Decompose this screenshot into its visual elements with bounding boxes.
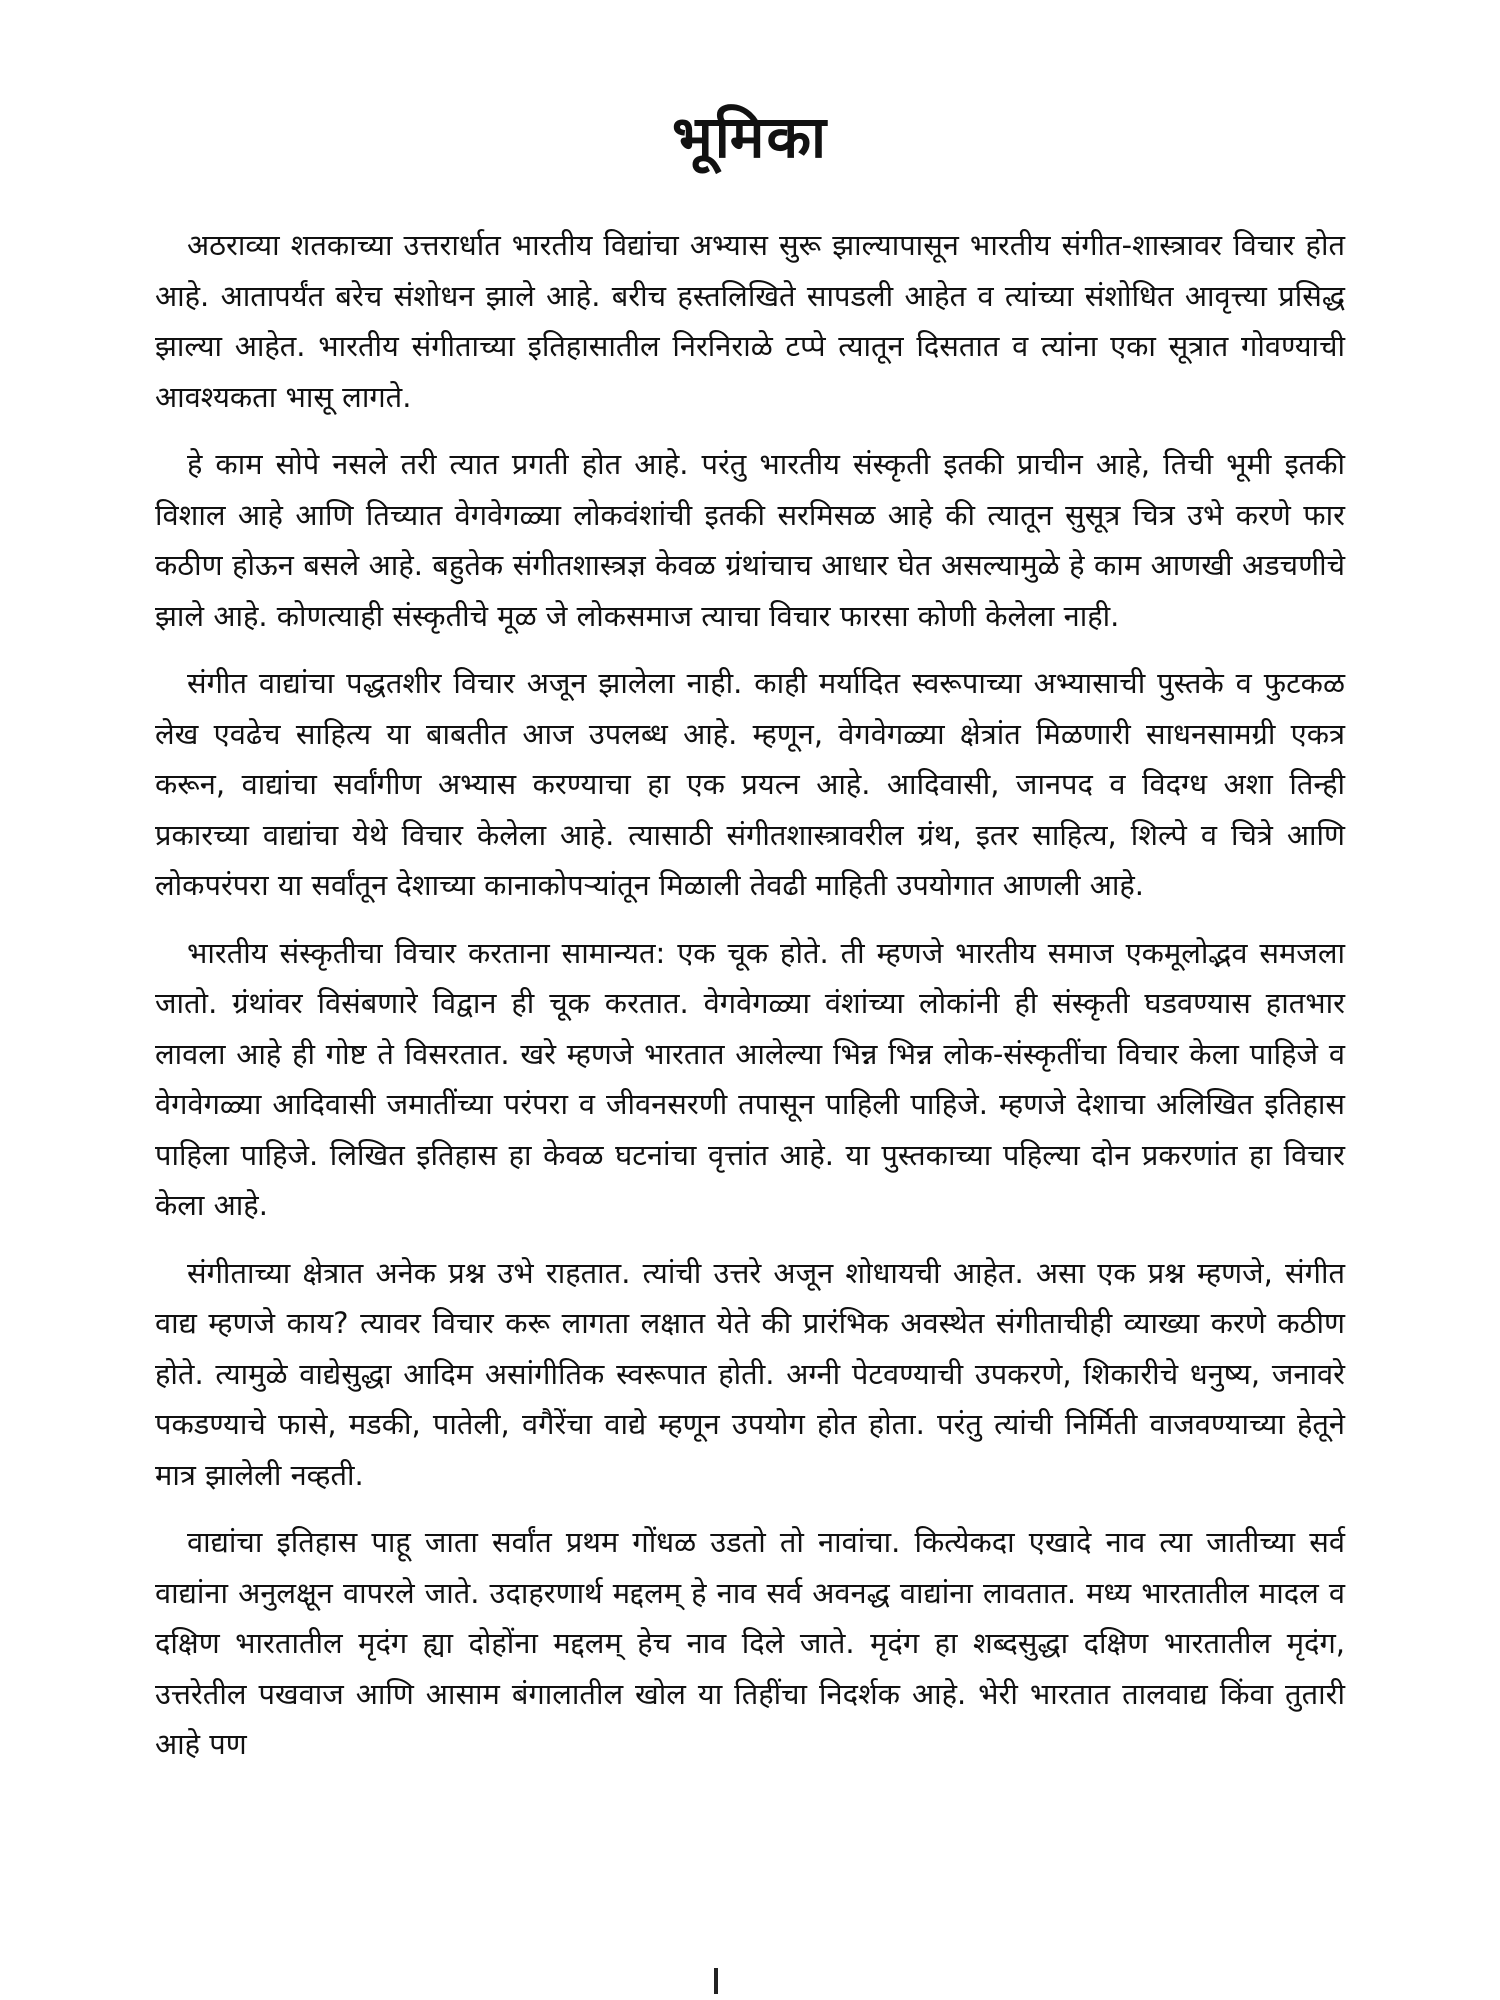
paragraph-2: हे काम सोपे नसले तरी त्यात प्रगती होत आहे. परंतु भारतीय संस्कृती इतकी प्राचीन आहे, तिची भूमी इतकी विशाल आहे आणि तिच्यात वेगवेगळ्या लोकवंशांची इतकी सरमिसळ आहे की त्यातून सुसूत्र चित्र उभे करणे फार कठीण होऊन बसले आहे. बहुतेक संगीतशास्त्रज्ञ केवळ ग्रंथांचाच आधार घेत असल्यामुळे हे काम आणखी अडचणीचे झाले आहे. कोणत्याही संस्कृतीचे मूळ जे लोकसमाज त्याचा विचार फारसा कोणी केलेला नाही. <box>155 447 1345 633</box>
paragraph-6: वाद्यांचा इतिहास पाहू जाता सर्वांत प्रथम गोंधळ उडतो तो नावांचा. कित्येकदा एखादे नाव त्या जातीच्या सर्व वाद्यांना अनुलक्षून वापरले जाते. उदाहरणार्थ मद्दलम् हे नाव सर्व अवनद्ध वाद्यांना लावतात. मध्य भारतातील मादल व दक्षिण भारतातील मृदंग ह्या दोहोंना मद्दलम् हेच नाव दिले जाते. मृदंग हा शब्दसुद्धा दक्षिण भारतातील मृदंग, उत्तरेतील पखवाज आणि आसाम बंगालातील खोल या तिहींचा निदर्शक आहे. भेरी भारतात तालवाद्य किंवा तुतारी आहे पण <box>155 1525 1345 1761</box>
preface-body <box>155 220 1345 1787</box>
page-edge-mark <box>714 1968 718 1994</box>
page-title: भूमिका <box>671 103 829 171</box>
paragraph-3: संगीत वाद्यांचा पद्धतशीर विचार अजून झालेला नाही. काही मर्यादित स्वरूपाच्या अभ्यासाची पुस्तके व फुटकळ लेख एवढेच साहित्य या बाबतीत आज उपलब्ध आहे. म्हणून, वेगवेगळ्या क्षेत्रांत मिळणारी साधनसामग्री एकत्र करून, वाद्यांचा सर्वांगीण अभ्यास करण्याचा हा एक प्रयत्न आहे. आदिवासी, जानपद व विदग्ध अशा तिन्ही प्रकारच्या वाद्यांचा येथे विचार केलेला आहे. त्यासाठी संगीतशास्त्रावरील ग्रंथ, इतर साहित्य, शिल्पे व चित्रे आणि लोकपरंपरा या सर्वांतून देशाच्या कानाकोपऱ्यांतून मिळाली तेवढी माहिती उपयोगात आणली आहे. <box>155 666 1345 902</box>
paragraph-4: भारतीय संस्कृतीचा विचार करताना सामान्यत: एक चूक होते. ती म्हणजे भारतीय समाज एकमूलोद्भव समजला जातो. ग्रंथांवर विसंबणारे विद्वान ही चूक करतात. वेगवेगळ्या वंशांच्या लोकांनी ही संस्कृती घडवण्यास हातभार लावला आहे ही गोष्ट ते विसरतात. खरे म्हणजे भारतात आलेल्या भिन्न भिन्न लोक-संस्कृतींचा विचार केला पाहिजे व वेगवेगळ्या आदिवासी जमातींच्या परंपरा व जीवनसरणी तपासून पाहिली पाहिजे. म्हणजे देशाचा अलिखित इतिहास पाहिला पाहिजे. लिखित इतिहास हा केवळ घटनांचा वृत्तांत आहे. या पुस्तकाच्या पहिल्या दोन प्रकरणांत हा विचार केला आहे. <box>155 935 1345 1222</box>
paragraph-5: संगीताच्या क्षेत्रात अनेक प्रश्न उभे राहतात. त्यांची उत्तरे अजून शोधायची आहेत. असा एक प्रश्न म्हणजे, संगीत वाद्य म्हणजे काय? त्यावर विचार करू लागता लक्षात येते की प्रारंभिक अवस्थेत संगीताचीही व्याख्या करणे कठीण होते. त्यामुळे वाद्येसुद्धा आदिम असांगीतिक स्वरूपात होती. अग्नी पेटवण्याची उपकरणे, शिकारीचे धनुष्य, जनावरे पकडण्याचे फासे, मडकी, पातेली, वगैरेंचा वाद्ये म्हणून उपयोग होत होता. परंतु त्यांची निर्मिती वाजवण्याच्या हेतूने मात्र झालेली नव्हती. <box>155 1255 1345 1492</box>
paragraph-1: अठराव्या शतकाच्या उत्तरार्धात भारतीय विद्यांचा अभ्यास सुरू झाल्यापासून भारतीय संगीत-शास्त्रावर विचार होत आहे. आतापर्यंत बरेच संशोधन झाले आहे. बरीच हस्तलिखिते सापडली आहेत व त्यांच्या संशोधित आवृत्त्या प्रसिद्ध झाल्या आहेत. भारतीय संगीताच्या इतिहासातील निरनिराळे टप्पे त्यातून दिसतात व त्यांना एका सूत्रात गोवण्याची आवश्यकता भासू लागते. <box>155 228 1345 414</box>
